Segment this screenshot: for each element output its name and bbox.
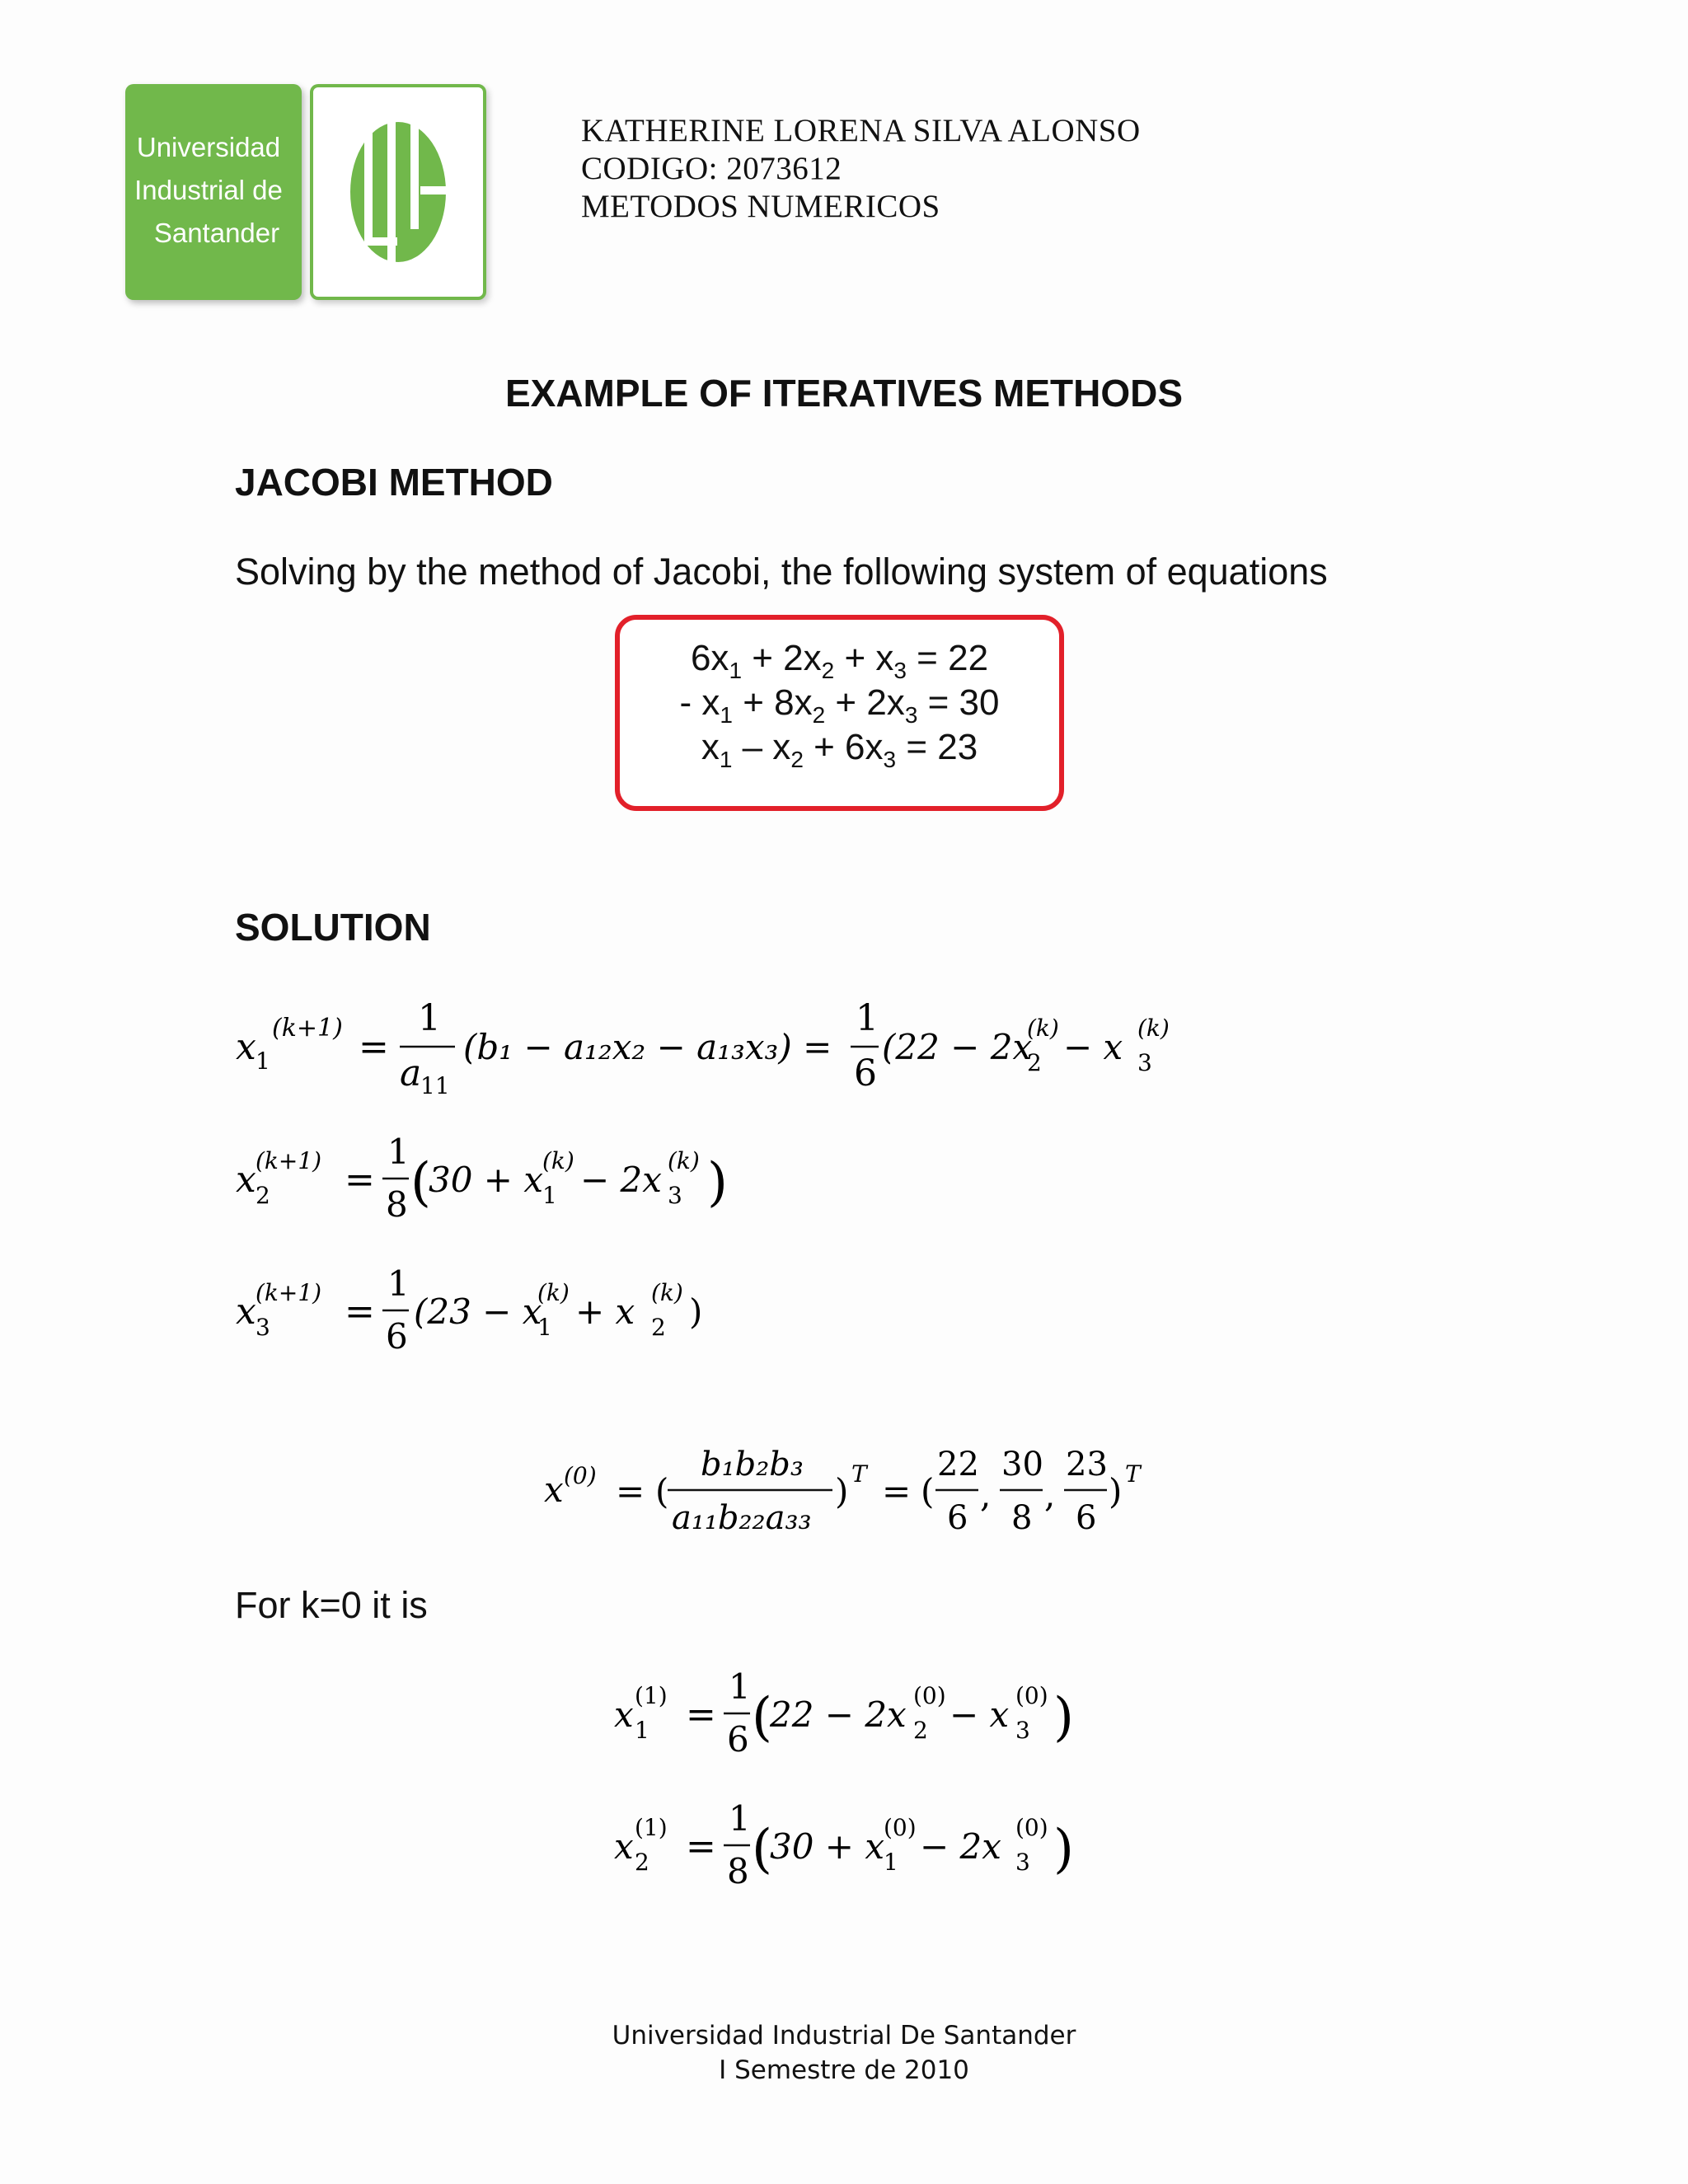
page-title: EXAMPLE OF ITERATIVES METHODS <box>504 372 1184 415</box>
formula-glyph: = <box>882 1471 912 1511</box>
f1-frac1-num: 1 <box>418 997 441 1039</box>
university-logo-text-panel <box>125 84 302 300</box>
student-code: CODIGO: 2073612 <box>581 151 842 186</box>
formula-glyph: 3 <box>256 1314 270 1341</box>
formula-glyph: ( <box>655 1471 669 1511</box>
equation-term: + x <box>834 638 894 678</box>
formula-glyph: (k+1) <box>256 1147 322 1174</box>
formula-x1-iteration <box>231 985 1467 1117</box>
logo-line-3: Santander <box>153 218 280 248</box>
uis-monogram-icon <box>313 87 483 297</box>
equation-term: 3 <box>904 701 918 728</box>
equation-term: + 2x <box>825 682 905 723</box>
formula-glyph: 6 <box>727 1719 749 1760</box>
formula-glyph: 8 <box>727 1851 749 1891</box>
equation-term: + 2x <box>742 638 822 678</box>
formula-glyph: b₁b₂b₃ <box>701 1446 804 1483</box>
uis-monogram-logo <box>310 84 486 300</box>
formula-glyph: (0) <box>913 1682 946 1709</box>
formula-glyph: 1 <box>884 1849 898 1876</box>
formula-glyph: 3 <box>1015 1717 1030 1744</box>
equation-term: 2 <box>812 701 826 728</box>
formula-glyph: ) <box>707 1152 728 1213</box>
formula-glyph: 2 <box>256 1182 270 1209</box>
formula-x3-iteration <box>231 1261 1055 1376</box>
formula-glyph: x <box>614 1694 634 1735</box>
formula-glyph: 6 <box>1076 1499 1097 1537</box>
formula-glyph: (0) <box>884 1814 917 1841</box>
equation-term: + 8x <box>732 682 813 723</box>
f1-middle: (b₁ − a₁₂x₂ − a₁₃x₃) = <box>463 1027 832 1067</box>
equation-term: – x <box>732 727 791 767</box>
formula-glyph: (1) <box>635 1682 668 1709</box>
formula-glyph: ( <box>752 1687 772 1748</box>
author-name: KATHERINE LORENA SILVA ALONSO <box>581 113 1141 148</box>
f1-rhs-sub: 2 <box>1027 1049 1042 1076</box>
formula-glyph: 23 <box>1066 1446 1108 1483</box>
formula-glyph: ) <box>835 1471 849 1511</box>
equation-term: 1 <box>729 657 743 683</box>
f1-frac1-den-sub: 11 <box>420 1072 450 1099</box>
formula-glyph: − 2x <box>920 1826 1001 1867</box>
formula-glyph: 8 <box>386 1184 408 1225</box>
formula-glyph: x <box>236 1159 256 1201</box>
formula-glyph: 1 <box>635 1717 649 1744</box>
formula-glyph: ( <box>921 1471 935 1511</box>
formula-glyph: 3 <box>1015 1849 1030 1876</box>
formula-glyph: x <box>544 1469 564 1510</box>
formula-k0-x1 <box>610 1661 1187 1776</box>
formula-glyph: 2 <box>651 1314 666 1341</box>
formula-glyph: , <box>1044 1474 1056 1515</box>
system-equation-1 <box>620 638 1059 684</box>
equation-term: 2 <box>821 657 835 683</box>
equation-term: = 30 <box>917 682 1000 723</box>
formula-glyph: 1 <box>542 1182 557 1209</box>
formula-glyph: 30 <box>1001 1446 1043 1483</box>
formula-glyph: 30 + x <box>770 1826 885 1867</box>
formula-glyph: 3 <box>668 1182 682 1209</box>
formula-glyph: ( <box>752 1819 772 1880</box>
course-name: METODOS NUMERICOS <box>581 189 940 224</box>
f1-rhs2-sup: (k) <box>1137 1015 1170 1042</box>
formula-glyph: ) <box>1053 1687 1074 1748</box>
f1-rhs2-sub: 3 <box>1137 1049 1152 1076</box>
formula-glyph: ( <box>410 1152 431 1213</box>
equation-system-box <box>615 615 1064 811</box>
formula-glyph: , <box>980 1474 992 1515</box>
formula-glyph: (k) <box>668 1147 700 1174</box>
formula-glyph: 2 <box>635 1849 649 1876</box>
f1-frac1-den: a <box>400 1052 422 1094</box>
equation-term: 3 <box>893 657 907 683</box>
logo-line-1: Universidad <box>136 132 281 162</box>
f1-frac2-den: 6 <box>854 1052 877 1094</box>
formula-x2-iteration <box>231 1129 1055 1244</box>
section-heading-solution: SOLUTION <box>235 906 431 949</box>
formula-glyph: T <box>1125 1460 1141 1488</box>
formula-glyph: ) <box>1053 1819 1074 1880</box>
formula-glyph: 1 <box>387 1263 410 1304</box>
formula-glyph: (0) <box>1015 1682 1048 1709</box>
formula-glyph: 1 <box>537 1314 552 1341</box>
formula-k0-x2 <box>610 1793 1187 1908</box>
for-k0-text: For k=0 it is <box>235 1584 428 1626</box>
formula-glyph: T <box>851 1460 867 1488</box>
formula-glyph: (0) <box>1015 1814 1048 1841</box>
equation-term: 2 <box>790 746 804 772</box>
formula-glyph: + x <box>575 1291 635 1332</box>
formula-glyph: 6 <box>947 1499 968 1537</box>
equation-term: 1 <box>720 701 733 728</box>
formula-glyph: 1 <box>387 1132 410 1172</box>
equation-term: - x <box>679 682 720 723</box>
formula-glyph: 1 <box>729 1798 751 1839</box>
formula-glyph: (0) <box>564 1462 597 1489</box>
formula-glyph: (1) <box>635 1814 668 1841</box>
formula-glyph: 22 <box>937 1446 979 1483</box>
formula-glyph: = <box>616 1471 645 1511</box>
formula-glyph: = <box>345 1291 375 1333</box>
formula-glyph: 30 + x <box>429 1160 544 1200</box>
formula-glyph: ) <box>689 1291 703 1332</box>
formula-glyph: 2 <box>913 1717 928 1744</box>
equation-term: = 22 <box>906 638 989 678</box>
formula-glyph: ) <box>1109 1471 1123 1511</box>
f1-frac2-num: 1 <box>856 997 879 1039</box>
formula-glyph: x <box>614 1826 634 1867</box>
logo-line-2: Industrial de <box>134 175 283 205</box>
formula-glyph: (k) <box>537 1279 570 1306</box>
footer-semester: I Semestre de 2010 <box>719 2055 969 2085</box>
formula-glyph: (k+1) <box>256 1279 322 1306</box>
f1-rhs2: − x <box>1063 1027 1123 1067</box>
formula-glyph: − 2x <box>580 1160 662 1200</box>
f1-equals: = <box>359 1026 389 1068</box>
f1-lhs-sub: 1 <box>256 1047 270 1075</box>
f1-lhs-sup: (k+1) <box>272 1014 343 1043</box>
system-equation-2 <box>620 682 1059 729</box>
intro-paragraph: Solving by the method of Jacobi, the following system of equations <box>235 551 1328 593</box>
equation-term: 3 <box>883 746 897 772</box>
formula-initial-vector <box>540 1434 1199 1558</box>
formula-glyph: 8 <box>1011 1499 1033 1537</box>
formula-glyph: (23 − x <box>414 1291 542 1332</box>
system-equation-3 <box>620 727 1059 773</box>
footer-university: Universidad Industrial De Santander <box>612 2021 1076 2050</box>
formula-glyph: 22 − 2x <box>770 1694 907 1735</box>
f1-rhs-sup: (k) <box>1027 1015 1059 1042</box>
equation-term: x <box>701 727 720 767</box>
equation-term: 6x <box>690 638 729 678</box>
formula-glyph: − x <box>950 1694 1010 1735</box>
formula-glyph: (k) <box>651 1279 683 1306</box>
section-heading-jacobi: JACOBI METHOD <box>235 461 553 504</box>
formula-glyph: a₁₁b₂₂a₃₃ <box>672 1499 812 1537</box>
f1-lhs: x <box>236 1026 256 1068</box>
equation-term: = 23 <box>896 727 978 767</box>
formula-glyph: 1 <box>729 1666 751 1707</box>
equation-term: 1 <box>719 746 733 772</box>
formula-glyph: (k) <box>542 1147 574 1174</box>
formula-glyph: = <box>345 1159 375 1201</box>
formula-glyph: 6 <box>386 1316 408 1357</box>
formula-glyph: = <box>686 1825 716 1868</box>
formula-glyph: = <box>686 1694 716 1736</box>
formula-glyph: x <box>236 1291 256 1333</box>
equation-term: + 6x <box>803 727 884 767</box>
f1-rhs: (22 − 2x <box>882 1027 1033 1067</box>
